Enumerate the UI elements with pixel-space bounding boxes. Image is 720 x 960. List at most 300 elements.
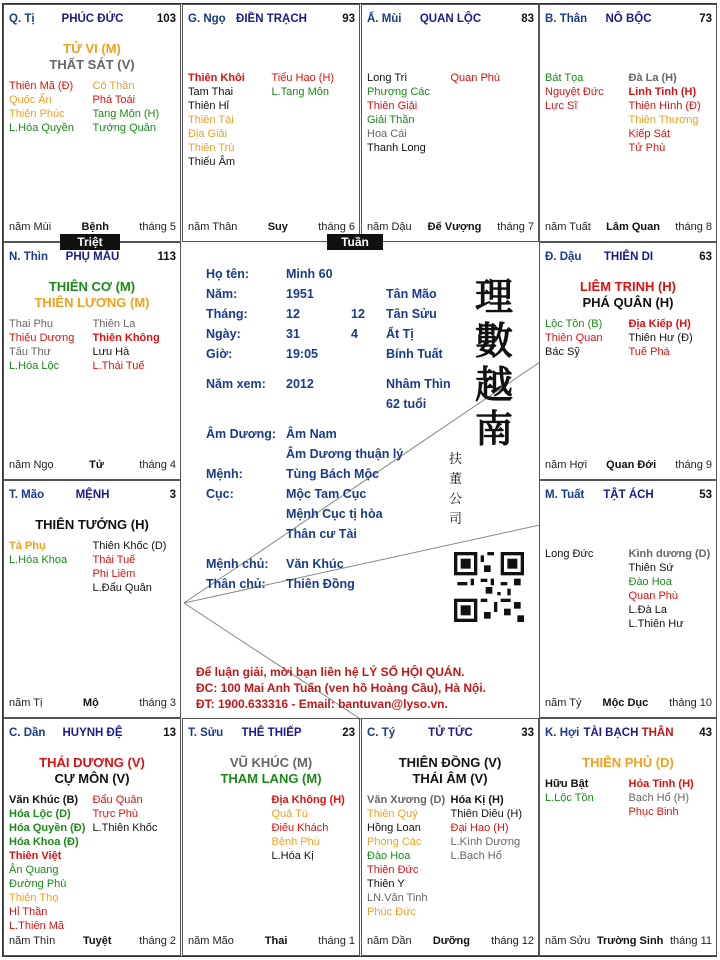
minor-star: Thiên Không bbox=[92, 332, 160, 344]
palace-year: năm Hợi bbox=[545, 459, 588, 471]
value-am-duong: Âm Nam bbox=[286, 427, 337, 441]
star-column-right bbox=[93, 79, 177, 135]
palace-phúc-đức[interactable] bbox=[3, 4, 181, 242]
value-menh-chu: Văn Khúc bbox=[286, 557, 344, 571]
minor-star: Thiên Thương bbox=[628, 114, 699, 126]
minor-stars bbox=[9, 79, 176, 135]
major-stars bbox=[540, 755, 716, 771]
minor-star: L.Thiên Hư bbox=[628, 618, 684, 630]
star-column-left bbox=[545, 547, 629, 631]
minor-star: L.Lộc Tồn bbox=[545, 792, 594, 804]
palace-header bbox=[9, 727, 176, 743]
value-tuoi: 62 tuổi bbox=[386, 397, 427, 411]
palace-year: năm Dần bbox=[367, 935, 412, 947]
minor-star: Cô Thần bbox=[92, 80, 135, 92]
palace-month: tháng 1 bbox=[318, 935, 355, 947]
palace-age: 63 bbox=[699, 251, 712, 263]
palace-header bbox=[545, 727, 712, 743]
minor-star: Địa Không (H) bbox=[271, 794, 345, 806]
minor-star: Đà La (H) bbox=[628, 72, 677, 84]
minor-star: Giải Thần bbox=[367, 114, 415, 126]
value-cuc-3: Thân cư Tài bbox=[286, 527, 357, 541]
major-stars bbox=[4, 279, 180, 311]
palace-year: năm Thân bbox=[188, 221, 238, 233]
palace-footer bbox=[9, 935, 176, 949]
minor-star: Thiên Quan bbox=[545, 332, 603, 344]
palace-month: tháng 12 bbox=[491, 935, 534, 947]
major-star: THAM LANG (M) bbox=[220, 771, 322, 786]
palace-stage: Mộ bbox=[82, 697, 99, 709]
minor-star: Quan Phù bbox=[450, 72, 501, 84]
minor-star: Bệnh Phù bbox=[271, 836, 320, 848]
minor-star: Hỏa Tinh (H) bbox=[628, 778, 694, 790]
minor-stars bbox=[545, 777, 712, 819]
minor-star: Thái Tuế bbox=[92, 554, 136, 566]
than-marker: THÂN bbox=[638, 727, 674, 739]
palace-name: QUAN LỘC bbox=[419, 13, 482, 25]
palace-thê-thiếp[interactable] bbox=[182, 718, 360, 956]
minor-star: Bát Tọa bbox=[545, 72, 584, 84]
label-nam: Năm: bbox=[206, 287, 238, 301]
triet-tag: Triệt bbox=[60, 234, 120, 250]
calligraphy-logo: 理數越南 bbox=[474, 274, 513, 451]
minor-star: Hóa Kị (H) bbox=[450, 794, 504, 806]
minor-star: Thiên Hỉ bbox=[188, 100, 229, 112]
palace-year: năm Mão bbox=[188, 935, 234, 947]
palace-branch: K. Hợi bbox=[545, 727, 580, 739]
minor-star: Kiếp Sát bbox=[628, 128, 671, 140]
star-column-right bbox=[629, 71, 713, 155]
star-column-right bbox=[451, 793, 535, 919]
minor-star: Quả Tú bbox=[271, 808, 308, 820]
major-star: PHÁ QUÂN (H) bbox=[582, 295, 674, 310]
minor-star: Thanh Long bbox=[367, 142, 426, 154]
label-nam-xem: Năm xem: bbox=[206, 377, 266, 391]
palace-age: 93 bbox=[342, 13, 355, 25]
value-thang-can: Tân Sửu bbox=[386, 307, 437, 321]
palace-name: THIÊN DI bbox=[603, 251, 654, 263]
star-column-right bbox=[629, 317, 713, 359]
palace-branch: C. Dần bbox=[9, 727, 46, 739]
value-thang: 12 bbox=[286, 307, 300, 321]
minor-star: L.Đà La bbox=[628, 604, 668, 616]
minor-star: Tướng Quân bbox=[92, 122, 156, 134]
palace-age: 33 bbox=[521, 727, 534, 739]
minor-star: Thiên Sứ bbox=[628, 562, 674, 574]
star-column-left bbox=[545, 777, 629, 819]
palace-header bbox=[188, 13, 355, 29]
palace-name: TỬ TỨC bbox=[428, 727, 473, 739]
major-star: THIÊN CƠ (M) bbox=[48, 279, 136, 294]
star-column-left bbox=[9, 317, 93, 373]
star-column-right bbox=[629, 547, 713, 631]
minor-star: Thai Phụ bbox=[9, 318, 54, 330]
contact-phone-email[interactable]: ĐT: 1900.633316 - Email: bantuvan@lyso.vn. bbox=[196, 697, 448, 711]
label-menh-chu: Mệnh chủ: bbox=[206, 557, 269, 571]
value-ho-ten: Minh 60 bbox=[286, 267, 333, 281]
palace-footer bbox=[188, 221, 355, 235]
minor-star: L.Hóa Quyền bbox=[9, 122, 74, 134]
value-nam-xem-can: Nhâm Thìn bbox=[386, 377, 451, 391]
minor-star: Tuế Phá bbox=[628, 346, 670, 358]
star-column-left bbox=[9, 79, 93, 135]
palace-branch: Q. Tị bbox=[9, 13, 35, 25]
minor-star: Phong Các bbox=[367, 836, 422, 848]
palace-footer bbox=[545, 935, 712, 949]
minor-stars bbox=[9, 539, 176, 595]
minor-star: L.Bạch Hổ bbox=[450, 850, 502, 862]
palace-month: tháng 11 bbox=[669, 935, 712, 947]
star-column-right bbox=[629, 777, 713, 819]
palace-header bbox=[9, 251, 176, 267]
palace-mệnh[interactable] bbox=[3, 480, 181, 718]
palace-header bbox=[545, 489, 712, 505]
minor-star: L.Kình Dương bbox=[450, 836, 521, 848]
palace-month: tháng 9 bbox=[675, 459, 712, 471]
palace-month: tháng 8 bbox=[675, 221, 712, 233]
major-stars bbox=[4, 41, 180, 73]
minor-stars bbox=[545, 317, 712, 359]
major-star: THÁI DƯƠNG (V) bbox=[39, 755, 145, 770]
palace-name: PHÚC ĐỨC bbox=[61, 13, 124, 25]
minor-star: Lực Sĩ bbox=[545, 100, 578, 112]
minor-star: Lưu Hà bbox=[92, 346, 130, 358]
minor-stars bbox=[367, 793, 534, 919]
qr-code-icon[interactable] bbox=[454, 552, 524, 622]
palace-year: năm Thìn bbox=[9, 935, 56, 947]
palace-age: 53 bbox=[699, 489, 712, 501]
value-than-chu: Thiên Đồng bbox=[286, 577, 355, 591]
minor-star: Bác Sỹ bbox=[545, 346, 580, 358]
minor-star: Phá Toái bbox=[92, 94, 136, 106]
palace-branch: N. Thìn bbox=[9, 251, 48, 263]
minor-star: Thiếu Âm bbox=[188, 156, 236, 168]
minor-star: Long Trì bbox=[367, 72, 408, 84]
star-column-right bbox=[93, 317, 177, 373]
palace-branch: T. Sửu bbox=[188, 727, 224, 739]
minor-star: Thiên Trù bbox=[188, 142, 235, 154]
major-star: TỬ VI (M) bbox=[63, 41, 121, 56]
contact-address: ĐC: 100 Mai Anh Tuấn (ven hồ Hoàng Cầu), Hà Nội. bbox=[196, 681, 487, 695]
minor-star: Đào Hoa bbox=[628, 576, 672, 588]
palace-stage: Tuyệt bbox=[83, 935, 112, 947]
palace-month: tháng 6 bbox=[318, 221, 355, 233]
minor-star: L.Thiên Khốc bbox=[92, 822, 158, 834]
minor-star: Linh Tinh (H) bbox=[628, 86, 697, 98]
horoscope-board bbox=[2, 3, 717, 957]
minor-star: Thiên La bbox=[92, 318, 136, 330]
minor-star: Đào Hoa bbox=[367, 850, 411, 862]
palace-header bbox=[367, 727, 534, 743]
palace-branch: G. Ngọ bbox=[188, 13, 226, 25]
minor-star: Tử Phù bbox=[628, 142, 666, 154]
palace-footer bbox=[367, 221, 534, 235]
minor-star: Hoa Cái bbox=[367, 128, 407, 140]
major-star: THIÊN TƯỚNG (H) bbox=[35, 517, 149, 532]
star-column-right bbox=[93, 793, 177, 933]
palace-year: năm Sửu bbox=[545, 935, 591, 947]
major-stars bbox=[540, 279, 716, 311]
minor-star: Ân Quang bbox=[9, 864, 59, 876]
palace-stage: Dưỡng bbox=[432, 935, 470, 947]
star-column-right bbox=[93, 539, 177, 595]
tuan-tag: Tuần bbox=[327, 234, 383, 250]
minor-star: Long Đức bbox=[545, 548, 594, 560]
minor-star: Địa Giải bbox=[188, 128, 228, 140]
palace-month: tháng 7 bbox=[497, 221, 534, 233]
palace-year: năm Dậu bbox=[367, 221, 412, 233]
palace-month: tháng 4 bbox=[139, 459, 176, 471]
minor-star: Tam Thai bbox=[188, 86, 234, 98]
minor-star: Thiên Thọ bbox=[9, 892, 59, 904]
palace-age: 43 bbox=[699, 727, 712, 739]
minor-star: Tiểu Hao (H) bbox=[271, 72, 335, 84]
palace-month: tháng 3 bbox=[139, 697, 176, 709]
calligraphy-seal-small: 扶 董 公 司 bbox=[449, 452, 463, 527]
palace-age: 83 bbox=[521, 13, 534, 25]
value-ngay: 31 bbox=[286, 327, 300, 341]
major-stars bbox=[4, 517, 180, 533]
minor-star: Địa Kiếp (H) bbox=[628, 318, 691, 330]
value-nam: 1951 bbox=[286, 287, 314, 301]
minor-star: Thiên Phúc bbox=[9, 108, 65, 120]
palace-stage: Bệnh bbox=[81, 221, 109, 233]
minor-stars bbox=[367, 71, 534, 155]
palace-age: 23 bbox=[342, 727, 355, 739]
minor-stars bbox=[9, 317, 176, 373]
minor-stars bbox=[545, 547, 712, 631]
palace-branch: T. Mão bbox=[9, 489, 45, 501]
star-column-left bbox=[367, 71, 451, 155]
palace-month: tháng 2 bbox=[139, 935, 176, 947]
minor-star: L.Hóa Khoa bbox=[9, 554, 68, 566]
minor-star: Phúc Đức bbox=[367, 906, 416, 918]
palace-header bbox=[367, 13, 534, 29]
palace-stage: Đế Vượng bbox=[427, 221, 482, 233]
palace-header bbox=[9, 13, 176, 29]
palace-header bbox=[188, 727, 355, 743]
palace-name: TÀI BẠCH THÂN bbox=[583, 727, 674, 739]
minor-star: Tấu Thư bbox=[9, 346, 52, 358]
minor-star: Phục Binh bbox=[628, 806, 679, 818]
palace-name: ĐIỀN TRẠCH bbox=[236, 13, 307, 25]
palace-điền-trạch[interactable] bbox=[182, 4, 360, 242]
star-column-left bbox=[188, 793, 272, 863]
palace-footer bbox=[545, 459, 712, 473]
palace-footer bbox=[9, 697, 176, 711]
palace-thiên-di[interactable] bbox=[539, 242, 717, 480]
minor-star: Hóa Lộc (D) bbox=[9, 808, 71, 820]
major-stars bbox=[4, 755, 180, 787]
minor-star: Thiếu Dương bbox=[9, 332, 75, 344]
minor-star: Đại Hao (H) bbox=[450, 822, 509, 834]
minor-star: Hóa Quyền (Đ) bbox=[9, 822, 86, 834]
palace-tử-tức[interactable] bbox=[361, 718, 539, 956]
major-star: CỰ MÔN (V) bbox=[54, 771, 130, 786]
palace-tật-ách[interactable] bbox=[539, 480, 717, 718]
minor-star: Thiên Tài bbox=[188, 114, 234, 126]
palace-stage: Suy bbox=[267, 221, 288, 233]
star-column-right bbox=[272, 793, 356, 863]
minor-star: Điếu Khách bbox=[271, 822, 329, 834]
palace-quan-lộc[interactable] bbox=[361, 4, 539, 242]
minor-star: Quốc Ấn bbox=[9, 94, 52, 106]
minor-star: Phượng Các bbox=[367, 86, 430, 98]
label-menh: Mệnh: bbox=[206, 467, 243, 481]
minor-star: Hỉ Thần bbox=[9, 906, 48, 918]
minor-star: Hồng Loan bbox=[367, 822, 421, 834]
value-am-duong-2: Âm Dương thuận lý bbox=[286, 447, 404, 461]
star-column-left bbox=[545, 317, 629, 359]
palace-stage: Thai bbox=[264, 935, 288, 947]
minor-star: Thiên Hình (Đ) bbox=[628, 100, 701, 112]
palace-footer bbox=[545, 697, 712, 711]
minor-star: L.Hóa Kị bbox=[271, 850, 314, 862]
star-column-left bbox=[545, 71, 629, 155]
value-gio-can: Bính Tuất bbox=[386, 347, 443, 361]
minor-star: Bạch Hổ (H) bbox=[628, 792, 690, 804]
palace-header bbox=[545, 13, 712, 29]
label-ho-ten: Họ tên: bbox=[206, 267, 250, 281]
minor-star: Thiên Việt bbox=[9, 850, 62, 862]
value-menh: Tùng Bách Mộc bbox=[286, 467, 380, 481]
palace-stage: Quan Đới bbox=[606, 459, 657, 471]
palace-name: PHỤ MẪU bbox=[65, 251, 120, 263]
minor-star: Thiên Diêu (H) bbox=[450, 808, 523, 820]
palace-footer bbox=[367, 935, 534, 949]
major-star: LIÊM TRINH (H) bbox=[579, 279, 677, 294]
palace-age: 113 bbox=[157, 251, 176, 263]
contact-line-1: Để luận giải, mời bạn liên hệ LÝ SỐ HỘI QUÁN. bbox=[196, 665, 465, 679]
star-column-left bbox=[188, 71, 272, 169]
major-star: THÁI ÂM (V) bbox=[412, 771, 488, 786]
minor-star: L.Hóa Lộc bbox=[9, 360, 60, 372]
palace-branch: C. Tý bbox=[367, 727, 396, 739]
palace-year: năm Tý bbox=[545, 697, 582, 709]
palace-name: NÔ BỘC bbox=[605, 13, 652, 25]
minor-stars bbox=[188, 793, 355, 863]
palace-branch: Ấ. Mùi bbox=[367, 13, 402, 25]
palace-name: MỆNH bbox=[75, 489, 110, 501]
star-column-left bbox=[367, 793, 451, 919]
palace-nô-bộc[interactable] bbox=[539, 4, 717, 242]
palace-phụ-mẫu[interactable] bbox=[3, 242, 181, 480]
minor-star: Thiên Quý bbox=[367, 808, 418, 820]
palace-year: năm Mùi bbox=[9, 221, 52, 233]
palace-huynh-đệ[interactable] bbox=[3, 718, 181, 956]
minor-star: Thiên Hư (Đ) bbox=[628, 332, 693, 344]
minor-star: Tả Phụ bbox=[9, 540, 46, 552]
label-ngay: Ngày: bbox=[206, 327, 241, 341]
value-nam-can: Tân Mão bbox=[386, 287, 437, 301]
palace-age: 13 bbox=[163, 727, 176, 739]
value-cuc-2: Mệnh Cục tị hòa bbox=[286, 507, 383, 521]
palace-year: năm Tị bbox=[9, 697, 43, 709]
palace-branch: Đ. Dậu bbox=[545, 251, 582, 263]
major-star: THẤT SÁT (V) bbox=[49, 57, 135, 72]
value-ngay-am: 4 bbox=[351, 327, 358, 341]
minor-stars bbox=[545, 71, 712, 155]
major-stars bbox=[362, 755, 538, 787]
palace-age: 3 bbox=[169, 489, 176, 501]
star-column-right bbox=[272, 71, 356, 169]
minor-star: Thiên Giải bbox=[367, 100, 418, 112]
minor-star: Đẩu Quân bbox=[92, 794, 143, 806]
major-stars bbox=[183, 755, 359, 787]
value-cuc: Mộc Tam Cục bbox=[286, 487, 367, 501]
minor-star: Trực Phù bbox=[92, 808, 138, 820]
major-star: THIÊN LƯƠNG (M) bbox=[34, 295, 150, 310]
palace-year: năm Tuất bbox=[545, 221, 591, 233]
minor-star: L.Thái Tuế bbox=[92, 360, 145, 372]
major-star: THIÊN ĐỒNG (V) bbox=[398, 755, 502, 770]
palace-month: tháng 5 bbox=[139, 221, 176, 233]
minor-stars bbox=[188, 71, 355, 169]
minor-star: LN.Văn Tinh bbox=[367, 892, 428, 904]
minor-star: Lộc Tồn (B) bbox=[545, 318, 603, 330]
label-thang: Tháng: bbox=[206, 307, 248, 321]
star-column-left bbox=[9, 539, 93, 595]
label-cuc: Cục: bbox=[206, 487, 234, 501]
palace-year: năm Ngọ bbox=[9, 459, 54, 471]
minor-star: L.Thiên Mã bbox=[9, 920, 65, 932]
palace-footer bbox=[9, 459, 176, 473]
palace-footer bbox=[188, 935, 355, 949]
minor-star: L.Đẩu Quân bbox=[92, 582, 152, 594]
palace-name: THÊ THIẾP bbox=[241, 727, 302, 739]
palace-stage: Mộc Dục bbox=[602, 697, 649, 709]
minor-star: Thiên Khốc (D) bbox=[92, 540, 167, 552]
label-gio: Giờ: bbox=[206, 347, 233, 361]
minor-star: L.Tang Môn bbox=[271, 86, 329, 98]
palace-header bbox=[9, 489, 176, 505]
palace-name: HUYNH ĐỆ bbox=[62, 727, 123, 739]
palace-stage: Tử bbox=[89, 459, 104, 471]
minor-star: Thiên Y bbox=[367, 878, 405, 890]
minor-star: Thiên Mã (Đ) bbox=[9, 80, 74, 92]
label-than-chu: Thân chủ: bbox=[206, 577, 266, 591]
palace-stage: Trường Sinh bbox=[596, 935, 664, 947]
palace-branch: B. Thân bbox=[545, 13, 588, 25]
minor-stars bbox=[9, 793, 176, 933]
value-nam-xem: 2012 bbox=[286, 377, 314, 391]
minor-star: Đường Phù bbox=[9, 878, 67, 890]
minor-star: Văn Xương (D) bbox=[367, 794, 446, 806]
minor-star: Quan Phù bbox=[628, 590, 679, 602]
minor-star: Văn Khúc (B) bbox=[9, 794, 79, 806]
palace-name: TẬT ÁCH bbox=[603, 489, 654, 501]
minor-star: Tang Môn (H) bbox=[92, 108, 160, 120]
palace-tài-bạch[interactable] bbox=[539, 718, 717, 956]
minor-star: Kình dương (D) bbox=[628, 548, 711, 560]
minor-star: Nguyệt Đức bbox=[545, 86, 604, 98]
palace-header bbox=[545, 251, 712, 267]
star-column-right bbox=[451, 71, 535, 155]
label-am-duong: Âm Dương: bbox=[206, 427, 277, 441]
value-ngay-can: Ất Tị bbox=[386, 327, 414, 341]
minor-star: Hóa Khoa (Đ) bbox=[9, 836, 79, 848]
center-info-panel bbox=[184, 245, 540, 720]
major-star: THIÊN PHỦ (D) bbox=[582, 755, 674, 770]
minor-star: Thiên Khôi bbox=[188, 72, 245, 84]
palace-footer bbox=[9, 221, 176, 235]
palace-stage: Lâm Quan bbox=[606, 221, 660, 233]
palace-age: 73 bbox=[699, 13, 712, 25]
minor-star: Phi Liêm bbox=[92, 568, 136, 580]
minor-star: Hữu Bật bbox=[545, 778, 589, 790]
value-thang-am: 12 bbox=[351, 307, 365, 321]
value-gio: 19:05 bbox=[286, 347, 318, 361]
